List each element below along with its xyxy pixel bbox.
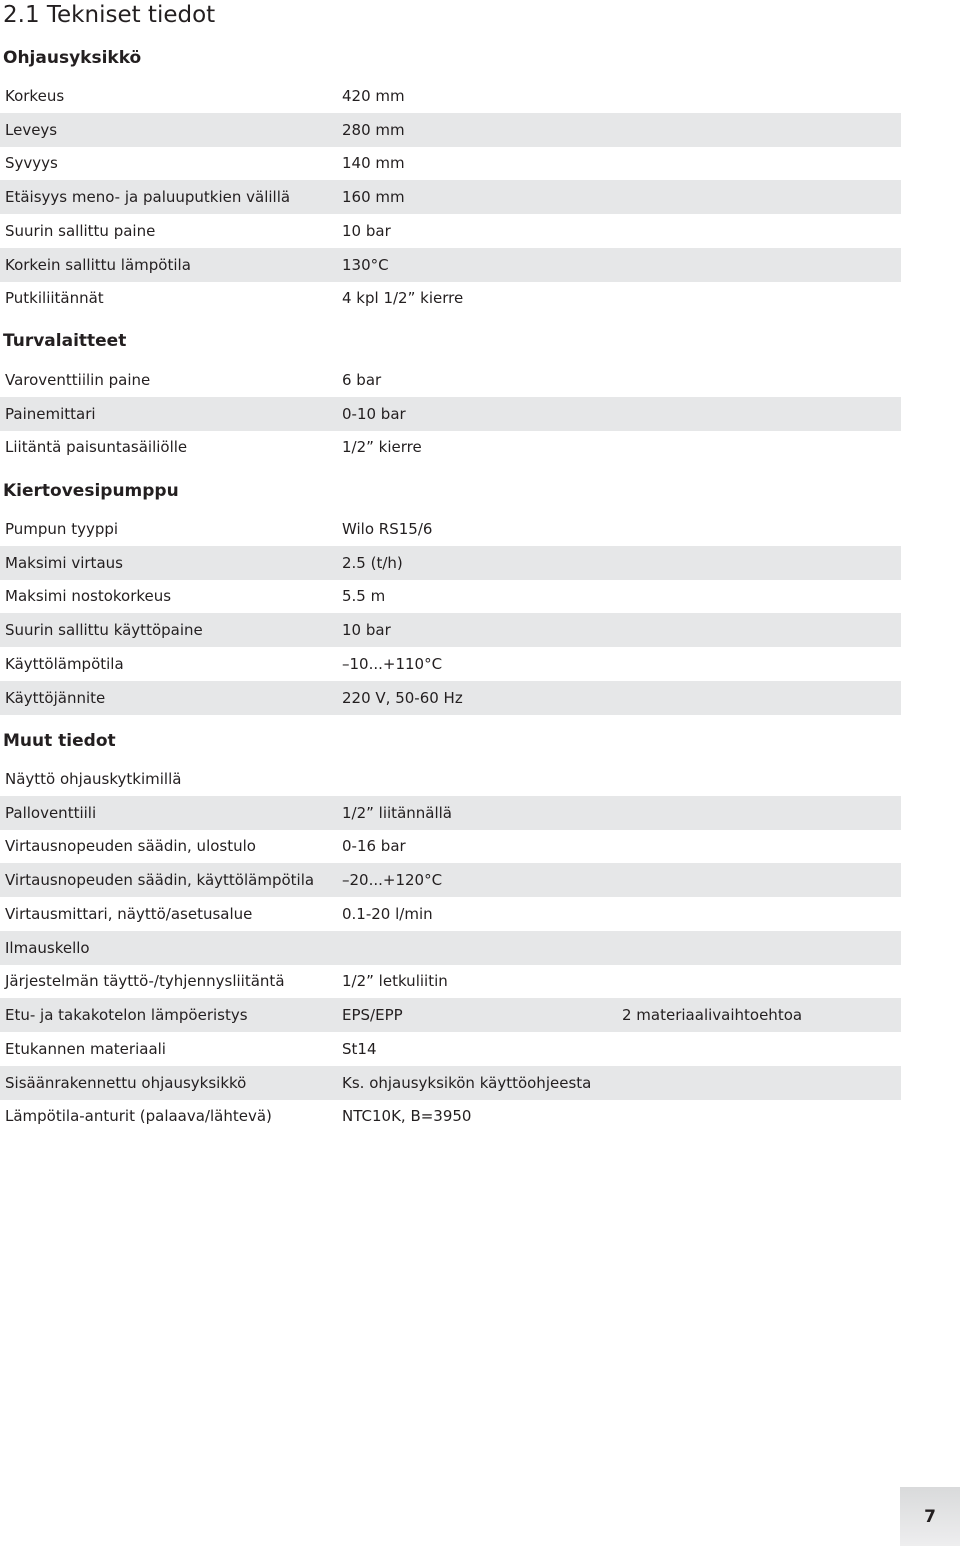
row-label: Maksimi nostokorkeus [5, 587, 172, 606]
row-value: 10 bar [337, 613, 617, 647]
row-note [617, 546, 901, 580]
table-row [0, 580, 901, 614]
row-label: Varoventtiilin paine [5, 370, 151, 389]
row-value: 220 V, 50-60 Hz [337, 681, 617, 715]
row-note [617, 796, 901, 830]
table-row [0, 613, 901, 647]
row-note [617, 113, 901, 147]
table-row [0, 1100, 901, 1134]
table-row [0, 897, 901, 931]
spec-table-turvalaitteet [0, 363, 901, 464]
row-note [617, 1032, 901, 1066]
row-value: 130°C [337, 248, 617, 282]
row-value: 0-16 bar [342, 837, 406, 856]
row-note [617, 580, 901, 614]
row-value: St14 [342, 1039, 377, 1058]
row-value: 1/2” letkuliitin [342, 972, 448, 991]
row-value: –10...+110°C [342, 654, 443, 673]
row-label: Palloventtiili [0, 796, 337, 830]
row-value: EPS/EPP [337, 998, 617, 1032]
page-number: 7 [924, 1506, 936, 1527]
row-label: Virtausnopeuden säädin, ulostulo [5, 837, 256, 856]
section-heading-ohjausyksikko: Ohjausyksikkö [3, 48, 142, 68]
table-row [0, 397, 901, 431]
table-row [0, 1066, 901, 1100]
table-row [0, 1032, 901, 1066]
spec-table-ohjausyksikko [0, 79, 901, 315]
row-note [617, 363, 901, 397]
table-row [0, 113, 901, 147]
row-label: Leveys [0, 113, 337, 147]
row-label: Käyttöjännite [0, 681, 337, 715]
row-note [617, 762, 901, 796]
row-note [617, 512, 901, 546]
table-row [0, 282, 901, 316]
table-row [0, 796, 901, 830]
row-value: 280 mm [337, 113, 617, 147]
table-row [0, 863, 901, 897]
row-value: Ks. ohjausyksikön käyttöohjeesta [337, 1066, 617, 1100]
row-label: Korkein sallittu lämpötila [0, 248, 337, 282]
row-note [617, 180, 901, 214]
row-label: Etukannen materiaali [5, 1039, 166, 1058]
row-label: Korkeus [5, 86, 65, 105]
row-label: Painemittari [0, 397, 337, 431]
row-label: Etäisyys meno- ja paluuputkien välillä [0, 180, 337, 214]
row-label: Suurin sallittu paine [5, 221, 156, 240]
table-row [0, 998, 901, 1032]
row-note [617, 830, 901, 864]
section-heading-muut-tiedot: Muut tiedot [3, 731, 116, 751]
row-note [617, 931, 901, 965]
table-row [0, 762, 901, 796]
row-label: Lämpötila-anturit (palaava/lähtevä) [5, 1107, 272, 1126]
table-row [0, 431, 901, 465]
row-value: 160 mm [337, 180, 617, 214]
row-note [617, 431, 901, 465]
table-row [0, 248, 901, 282]
row-label: Suurin sallittu käyttöpaine [0, 613, 337, 647]
table-row [0, 931, 901, 965]
table-row [0, 512, 901, 546]
row-label: Näyttö ohjauskytkimillä [5, 769, 182, 788]
row-note [617, 147, 901, 181]
table-row [0, 147, 901, 181]
row-note [617, 863, 901, 897]
row-value: NTC10K, B=3950 [342, 1107, 472, 1126]
row-note [617, 248, 901, 282]
row-note [617, 681, 901, 715]
row-value: 2.5 (t/h) [337, 546, 617, 580]
row-value [337, 762, 617, 796]
row-note [617, 214, 901, 248]
row-value: 0-10 bar [337, 397, 617, 431]
row-value: 420 mm [342, 86, 405, 105]
row-label: Maksimi virtaus [0, 546, 337, 580]
table-row [0, 546, 901, 580]
table-row [0, 681, 901, 715]
row-label: Putkiliitännät [5, 289, 104, 308]
page-title: 2.1 Tekniset tiedot [3, 2, 216, 28]
row-value: 5.5 m [342, 587, 386, 606]
row-note: 2 materiaalivaihtoehtoa [617, 998, 901, 1032]
row-label: Järjestelmän täyttö-/tyhjennysliitäntä [5, 972, 285, 991]
table-row [0, 647, 901, 681]
row-label: Virtausmittari, näyttö/asetusalue [5, 904, 253, 923]
table-row [0, 214, 901, 248]
row-note [617, 397, 901, 431]
row-note [617, 282, 901, 316]
row-note [617, 1066, 901, 1100]
row-value: 0.1-20 l/min [342, 904, 433, 923]
row-note [617, 613, 901, 647]
row-value: 140 mm [342, 154, 405, 173]
row-note [617, 647, 901, 681]
table-row [0, 965, 901, 999]
spec-table-kiertovesipumppu [0, 512, 901, 715]
row-note [617, 897, 901, 931]
row-value: 1/2” liitännällä [337, 796, 617, 830]
row-value: 10 bar [342, 221, 391, 240]
row-value [337, 931, 617, 965]
table-row [0, 79, 901, 113]
table-row [0, 363, 901, 397]
row-value: 4 kpl 1/2” kierre [342, 289, 464, 308]
row-value: 6 bar [342, 370, 382, 389]
table-row [0, 830, 901, 864]
spec-table-muut-tiedot [0, 762, 901, 1133]
table-row [0, 180, 901, 214]
row-label: Käyttölämpötila [5, 654, 124, 673]
page-number-box [900, 1487, 960, 1546]
row-label: Etu- ja takakotelon lämpöeristys [0, 998, 337, 1032]
row-label: Sisäänrakennettu ohjausyksikkö [0, 1066, 337, 1100]
row-value: –20...+120°C [337, 863, 617, 897]
section-heading-turvalaitteet: Turvalaitteet [3, 331, 127, 351]
row-note [617, 79, 901, 113]
row-label: Pumpun tyyppi [5, 519, 119, 538]
row-label: Syvyys [5, 154, 58, 173]
row-note [617, 965, 901, 999]
row-value: 1/2” kierre [342, 438, 422, 457]
row-label: Liitäntä paisuntasäiliölle [5, 438, 188, 457]
row-label: Virtausnopeuden säädin, käyttölämpötila [0, 863, 337, 897]
section-heading-kiertovesipumppu: Kiertovesipumppu [3, 481, 179, 501]
row-note [617, 1100, 901, 1134]
row-value: Wilo RS15/6 [342, 519, 433, 538]
row-label: Ilmauskello [0, 931, 337, 965]
